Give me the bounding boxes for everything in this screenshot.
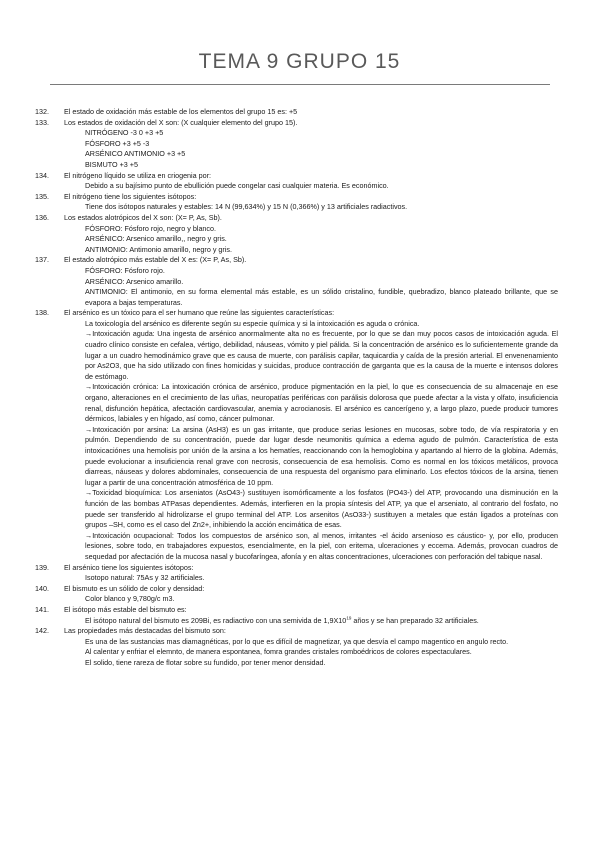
question-141: 141. El isótopo más estable del bismuto es:	[35, 604, 187, 614]
answer-paragraph: El solido, tiene rareza de flotar sobre su fundido, por tener menor densidad.	[85, 657, 326, 667]
question-142: 142. Las propiedades más destacadas del bismuto son:	[35, 626, 226, 636]
isotope-text: El isótopo natural del bismuto es 209Bi, es radiactivo con una semivida de 1,9X10	[85, 615, 347, 625]
answer-line: FÓSFORO: Fósforo rojo, negro y blanco.	[85, 223, 217, 233]
answer-line: FÓSFORO: Fósforo rojo.	[85, 265, 165, 275]
question-text: El bismuto es un sólido de color y densidad:	[64, 583, 205, 593]
answer-paragraph: Es una de las sustancias mas diamagnéticas, por lo que es difícil de magnetizar, ya que desvía el campo magentico en angulo recto.	[85, 636, 509, 646]
answer-paragraph: →Intoxicación aguda: Una ingesta de arsénico anormalmente alta no es frecuente, por lo que se dan muy pocos casos de intoxicación aguda. El cuadro clínico consiste en cefalea, vértigo, debilidad, náuseas, vómito y piel pálida. Si la concentración de arsénico es lo suficientemente grande da lugar a un cuadro hemodinámico grave que es causa de muerte, con parálisis capilar, taquicardia y caída de la presión arterial. El envenenamiento por As2O3, que ha sido utilizado con fines homicidas y suicidas, produce contracción de garganta que es la causa de la muerte e intensos dolores de estómago.	[85, 329, 558, 381]
exponent: 19	[346, 615, 352, 621]
answer-line: Debido a su bajísimo punto de ebullición puede congelar casi cualquier materia. Es económico.	[85, 181, 389, 191]
answer-line	[64, 616, 558, 627]
question-136: 136. Los estados alotrópicos del X son: (X= P, As, Sb).	[35, 212, 222, 222]
question-text: Los estados alotrópicos del X son: (X= P, As, Sb).	[64, 212, 222, 222]
title-divider	[50, 84, 550, 85]
question-132: 132. El estado de oxidación más estable de los elementos del grupo 15 es: +5	[35, 107, 298, 116]
answer-line: BISMUTO +3 +5	[85, 159, 138, 169]
answer-line: FÓSFORO +3 +5 -3	[85, 138, 150, 148]
question-137: 137. El estado alotrópico más estable del X es: (X= P, As, Sb).	[35, 255, 247, 265]
isotope-tail: años y se han preparado 32 artificiales.	[351, 615, 479, 625]
question-text: El nitrógeno líquido se utiliza en criogenia por:	[64, 170, 212, 180]
question-text: El isótopo más estable del bismuto es:	[64, 604, 187, 614]
question-text: Las propiedades más destacadas del bismuto son:	[64, 626, 226, 636]
question-134: 134. El nitrógeno líquido se utiliza en criogenia por:	[35, 170, 212, 180]
answer-line: ANTIMONIO: Antimonio amarillo, negro y gris.	[85, 244, 232, 254]
answer-paragraph: ANTIMONIO: El antimonio, en su forma elemental más estable, es un sólido cristalino, fundible, quebradizo, blanco plateado brillante, que se evapora a bajas temperaturas.	[85, 287, 558, 307]
question-text: El nitrógeno tiene los siguientes isótopos:	[64, 191, 197, 201]
answer-paragraph: Al calentar y enfriar el elemnto, de manera espontanea, fomra grandes cristales romboédricos de colores espectaculares.	[85, 647, 472, 657]
answer-paragraph: →Intoxicación crónica: La intoxicación crónica de arsénico, produce pigmentación en la piel, lo que es consecuencia de su almacenaje en ese organo, alteraciones en el crecimiento de las uñas, neuropatías periféricas con parálisis dolorosa que puede afectar a la vista y olfato, insuficiencia renal, disfunción hepática, afectación cardiovascular, anemia y acrocianosis. El arsénico es cancerígeno y, a largo plazo, puede producir tumores dérmicos, labiales y en hígado, así como, cáncer pulmonar.	[85, 382, 558, 424]
answer-line: La toxicología del arsénico es diferente según su especie química y si la intoxicación es aguda o crónica.	[85, 318, 420, 328]
question-list	[35, 107, 558, 668]
question-text: El arsénico tiene los siguientes isótopos:	[64, 562, 194, 572]
page-title: TEMA 9 GRUPO 15	[198, 50, 401, 73]
question-text: El arsénico es un tóxico para el ser humano que reúne las siguientes características:	[64, 308, 335, 318]
answer-paragraph: →Intoxicación por arsina: La arsina (AsH3) es un gas irritante, que produce serias lesiones en mucosas, sobre todo, de vía respiratoria y en pulmón. Dependiendo de su concentración, puede dar lugar desde neumonitis química a edema agudo de pulmón. Característica de esta intoxicaciónes una hemolisis por unión de la arsina a los hematíes, reaccionando con la hemoglobina y apartando al hierro de la globina. Además, puede evolucionar a insuficiencia renal grave con necrosis, consecuencia de esa hemolisis. Como es normal en los tóxicos metálicos, provoca diarreas, náuseas y dolores abdominales, consecuencia de una respuesta del organismo para eliminarlo. Los efectos tóxicos de la arsina, tienen lugar a partir de una concentración atmosférica de 10 ppm.	[85, 424, 558, 487]
answer-line: ARSÉNICO ANTIMONIO +3 +5	[85, 149, 186, 159]
question-133: 133. Los estados de oxidación del X son: (X cualquier elemento del grupo 15).	[35, 117, 298, 127]
question-139: 139. El arsénico tiene los siguientes isótopos:	[35, 562, 194, 572]
question-text: Los estados de oxidación del X son: (X cualquier elemento del grupo 15).	[64, 117, 298, 127]
question-138: 138. El arsénico es un tóxico para el ser humano que reúne las siguientes características:	[35, 308, 335, 318]
answer-line: NITRÓGENO -3 0 +3 +5	[85, 128, 164, 138]
answer-line: Isotopo natural: 75As y 32 artificiales.	[85, 573, 205, 583]
answer-paragraph: →Toxicidad bioquímica: Los arseniatos (AsO43-) sustituyen isomórficamente a los fosfatos (PO43-) del ATP, provocando una disminución en la función de las bombas ATPasas dependientes. Además, interfieren en la propia síntesis del ATP, ya que el arseniato, al contrario del fosfato, no puede ser transferido al hidrolizarse el grupo terminal del ATP. Los arsenitos (AsO33-) sustituyen a metales que están ligados a proteínas con grupos –SH, como es el caso del Zn2+, inhibiendo la acción encimática de esas.	[85, 488, 558, 530]
answer-line: Color blanco y 9,780g/c m3.	[85, 594, 175, 604]
question-135: 135. El nitrógeno tiene los siguientes isótopos:	[35, 191, 197, 201]
answer-line: ARSÉNICO: Arsenico amarillo,, negro y gris.	[85, 234, 227, 244]
question-text: El estado alotrópico más estable del X es: (X= P, As, Sb).	[64, 255, 247, 265]
question-text: El estado de oxidación más estable de los elementos del grupo 15 es: +5	[64, 107, 298, 116]
answer-line: Tiene dos isótopos naturales y estables: 14 N (99,634%) y 15 N (0,366%) y 13 artificiales radiactivos.	[85, 202, 408, 212]
answer-paragraph: →Intoxicación ocupacional: Todos los compuestos de arsénico son, al menos, irritantes -el ácido arsenioso es cáustico- y, por ello, producen lesiones, sobre todo, en trabajadores expuestos, esencialmente, en la piel, con eritema, ulceraciones y eccema. Además, provocan cuadros de sequedad por afectación de la mucosa nasal y bucofaríngea, afonía y en altas concentraciones, ulceraciones con perforación del tabique nasal.	[85, 530, 558, 561]
answer-line: ARSÉNICO: Arsenico amarillo.	[85, 276, 184, 286]
question-140: 140. El bismuto es un sólido de color y densidad:	[35, 583, 205, 593]
